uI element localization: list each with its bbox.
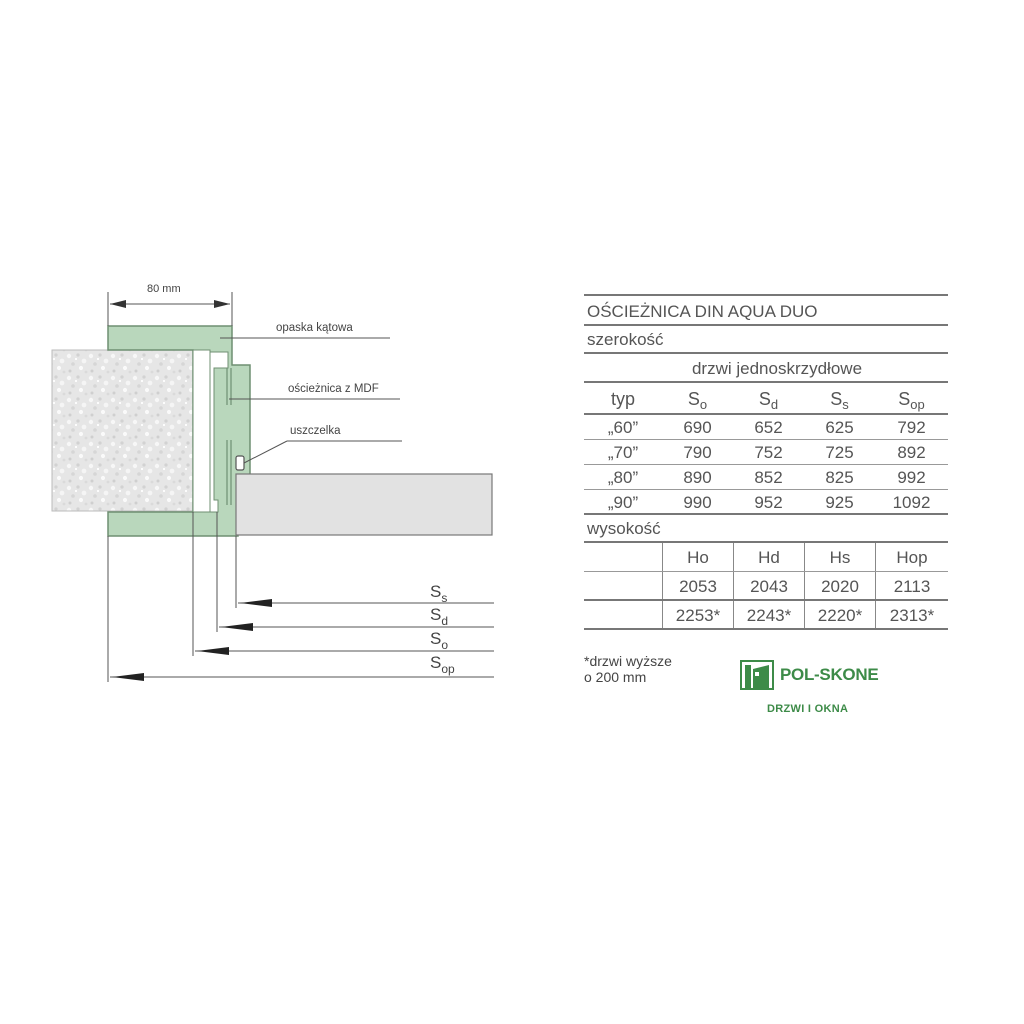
col-header-typ: typ — [610, 389, 635, 409]
dimension-80mm-label: 80 mm — [147, 283, 181, 295]
col-header-so: $S_o$ — [687, 389, 708, 412]
table-row: „70” 790 752 725 892 — [584, 440, 948, 465]
measure-label-sd: $S_d$ — [430, 605, 449, 628]
width-header-row — [584, 383, 948, 415]
measure-label-ss: $S_s$ — [430, 582, 448, 605]
col-header-hs: Hs — [804, 543, 875, 571]
table-row: 2053 2043 2020 2113 — [584, 572, 948, 601]
frame-inner-channel — [193, 350, 210, 512]
logo-tagline: DRZWI I OKNA — [767, 703, 849, 715]
width-section-label: szerokość — [584, 326, 948, 354]
table-row: „80” 890 852 825 992 — [584, 465, 948, 490]
seal — [236, 456, 244, 470]
table-row: „60” 690 652 625 792 — [584, 415, 948, 440]
col-header-sd: $S_d$ — [758, 389, 779, 412]
door-leaf — [236, 474, 492, 535]
wall-section — [52, 350, 193, 511]
pol-skone-logo — [740, 658, 880, 718]
footnote-line-1: *drzwi wyższe — [584, 653, 672, 669]
door-type-label: drzwi jednoskrzydłowe — [584, 354, 948, 383]
col-header-sop: $S_{op}$ — [898, 389, 925, 412]
col-header-hd: Hd — [733, 543, 804, 571]
logo-name: POL-SKONE — [780, 665, 879, 684]
col-header-ho: Ho — [662, 543, 733, 571]
door-logo-icon — [740, 660, 774, 690]
height-section-label: wysokość — [584, 515, 948, 543]
callout-frame: ościeżnica z MDF — [288, 383, 379, 395]
footnote — [584, 653, 672, 685]
height-header-row — [584, 543, 948, 572]
measure-label-so: $S_o$ — [430, 629, 449, 652]
table-title: OŚCIEŻNICA DIN AQUA DUO — [584, 294, 948, 326]
col-header-hop: Hop — [875, 543, 948, 571]
callout-trim: opaska kątowa — [276, 322, 353, 334]
callout-seal: uszczelka — [290, 425, 341, 437]
frame-spec-table — [584, 294, 948, 630]
col-header-ss: $S_s$ — [830, 389, 849, 412]
table-row: „90” 990 952 925 1092 — [584, 490, 948, 515]
measure-label-sop: $S_{op}$ — [430, 653, 455, 676]
table-row: 2253* 2243* 2220* 2313* — [584, 601, 948, 630]
footnote-line-2: o 200 mm — [584, 669, 647, 685]
